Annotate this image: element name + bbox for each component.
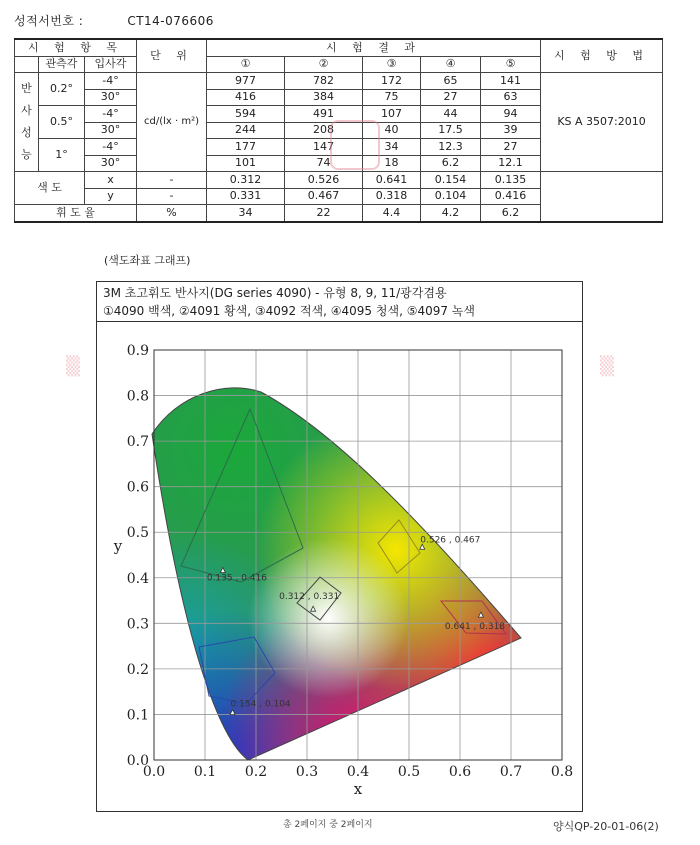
table-cell: 107: [363, 106, 421, 123]
report-number-line: [14, 12, 214, 29]
table-cell: 0.641: [363, 172, 421, 189]
y-tick-label: 0.2: [126, 661, 149, 678]
inc-angle: -4°: [85, 73, 137, 90]
table-cell: 0.526: [285, 172, 363, 189]
x-tick-label: 0.6: [448, 764, 472, 780]
stamp-smudge-right: ▒: [600, 356, 614, 377]
inc-angle: 30°: [85, 89, 137, 106]
x-axis-label: x: [353, 780, 363, 798]
header-unit: 단 위: [137, 39, 207, 73]
obs-angle-0-2: 0.2°: [39, 73, 85, 106]
x-tick-label: 0.2: [244, 764, 268, 780]
table-cell: 0.312: [207, 172, 285, 189]
x-tick-label: 0.8: [550, 764, 574, 780]
chroma-axis-y: y: [85, 188, 137, 205]
table-cell: 177: [207, 139, 285, 156]
table-cell: 22: [285, 205, 363, 222]
data-point-label: 0.526 , 0.467: [420, 535, 481, 546]
table-cell: 244: [207, 122, 285, 139]
table-cell: 0.416: [481, 188, 541, 205]
table-cell: 6.2: [481, 205, 541, 222]
obs-angle-0-5: 0.5°: [39, 106, 85, 139]
x-tick-label: 0.4: [346, 764, 370, 780]
table-cell: 27: [421, 89, 481, 106]
chart-title: 3M 초고휘도 반사지(DG series 4090) - 유형 8, 9, 11/광각겸용: [103, 286, 447, 300]
table-cell: 34: [363, 139, 421, 156]
y-axis-label: y: [113, 537, 123, 555]
chroma-unit: -: [137, 172, 207, 189]
test-method: KS A 3507:2010: [541, 73, 663, 172]
page-count: 총 2페이지 중 2페이지: [283, 820, 373, 830]
y-tick-label: 0.4: [126, 570, 149, 587]
y-tick-label: 0.0: [126, 753, 149, 769]
table-cell: 75: [363, 89, 421, 106]
table-cell: 384: [285, 89, 363, 106]
graph-caption: (색도좌표 그래프): [104, 254, 191, 267]
table-cell: 34: [207, 205, 285, 222]
table-cell: 416: [207, 89, 285, 106]
reflection-label: 반 사 성 능: [15, 73, 39, 172]
table-cell: 0.154: [421, 172, 481, 189]
table-cell: 0.467: [285, 188, 363, 205]
y-tick-label: 0.1: [126, 707, 149, 724]
chart-subtitle: ①4090 백색, ②4091 황색, ③4092 적색, ④4095 청색, ⑤4097 녹색: [103, 304, 475, 318]
method-blank: [541, 172, 663, 222]
table-cell: 491: [285, 106, 363, 123]
table-cell: 40: [363, 122, 421, 139]
form-number: 양식QP-20-01-06(2): [553, 820, 659, 833]
stamp-smudge-left: ▒: [66, 356, 80, 377]
header-method: 시 험 방 법: [541, 39, 663, 73]
table-cell: 594: [207, 106, 285, 123]
sample-col-1: ①: [207, 56, 285, 73]
data-point-label: 0.641 , 0.318: [444, 622, 506, 633]
table-cell: 0.318: [363, 188, 421, 205]
y-tick-label: 0.8: [126, 388, 149, 405]
table-cell: 27: [481, 139, 541, 156]
sample-col-3: ③: [363, 56, 421, 73]
table-cell: 782: [285, 73, 363, 90]
luminance-unit: %: [137, 205, 207, 222]
table-cell: 65: [421, 73, 481, 90]
table-cell: 63: [481, 89, 541, 106]
inc-angle: -4°: [85, 106, 137, 123]
inc-angle: 30°: [85, 155, 137, 172]
chromaticity-chart: [96, 320, 581, 810]
table-cell: 0.104: [421, 188, 481, 205]
report-number-label: 성적서번호 :: [14, 14, 84, 28]
sample-col-4: ④: [421, 56, 481, 73]
x-tick-label: 0.7: [499, 764, 523, 780]
table-cell: 94: [481, 106, 541, 123]
y-tick-label: 0.5: [126, 525, 149, 542]
y-tick-label: 0.6: [126, 479, 149, 496]
header-blank: [15, 56, 39, 73]
y-tick-label: 0.3: [126, 616, 149, 633]
header-result: 시 험 결 과: [207, 39, 541, 56]
obs-angle-1: 1°: [39, 139, 85, 172]
report-number: CT14-076606: [127, 14, 214, 28]
table-cell: 12.1: [481, 155, 541, 172]
table-cell: 147: [285, 139, 363, 156]
table-cell: 977: [207, 73, 285, 90]
table-cell: 17.5: [421, 122, 481, 139]
inc-angle: -4°: [85, 139, 137, 156]
sample-col-5: ⑤: [481, 56, 541, 73]
table-cell: 4.2: [421, 205, 481, 222]
table-cell: 6.2: [421, 155, 481, 172]
table-cell: 74: [285, 155, 363, 172]
table-cell: 172: [363, 73, 421, 90]
data-point-label: 0.135 , 0.416: [206, 573, 267, 584]
seal-stamp: [330, 120, 380, 170]
sample-col-2: ②: [285, 56, 363, 73]
table-cell: 39: [481, 122, 541, 139]
table-cell: 0.135: [481, 172, 541, 189]
table-cell: 0.331: [207, 188, 285, 205]
x-tick-label: 0.0: [142, 764, 166, 780]
chroma-axis-x: x: [85, 172, 137, 189]
chromaticity-label: 색 도: [15, 172, 85, 205]
luminance-label: 휘 도 율: [15, 205, 137, 222]
inc-angle: 30°: [85, 122, 137, 139]
y-tick-label: 0.9: [126, 343, 149, 359]
x-tick-label: 0.1: [193, 764, 217, 780]
table-cell: 4.4: [363, 205, 421, 222]
x-tick-label: 0.5: [397, 764, 421, 780]
header-test-item: 시 험 항 목: [15, 39, 137, 56]
chroma-unit: -: [137, 188, 207, 205]
table-cell: 44: [421, 106, 481, 123]
table-cell: 101: [207, 155, 285, 172]
reflection-unit: cd/(lx · m²): [137, 73, 207, 172]
table-cell: 141: [481, 73, 541, 90]
table-cell: 18: [363, 155, 421, 172]
header-incidence-angle: 입사각: [85, 56, 137, 73]
y-tick-label: 0.7: [126, 434, 149, 451]
data-point-label: 0.154 , 0.104: [230, 699, 291, 710]
data-point-label: 0.312 , 0.331: [279, 592, 340, 603]
header-observation-angle: 관측각: [39, 56, 85, 73]
table-cell: 12.3: [421, 139, 481, 156]
x-tick-label: 0.3: [295, 764, 319, 780]
table-cell: 208: [285, 122, 363, 139]
